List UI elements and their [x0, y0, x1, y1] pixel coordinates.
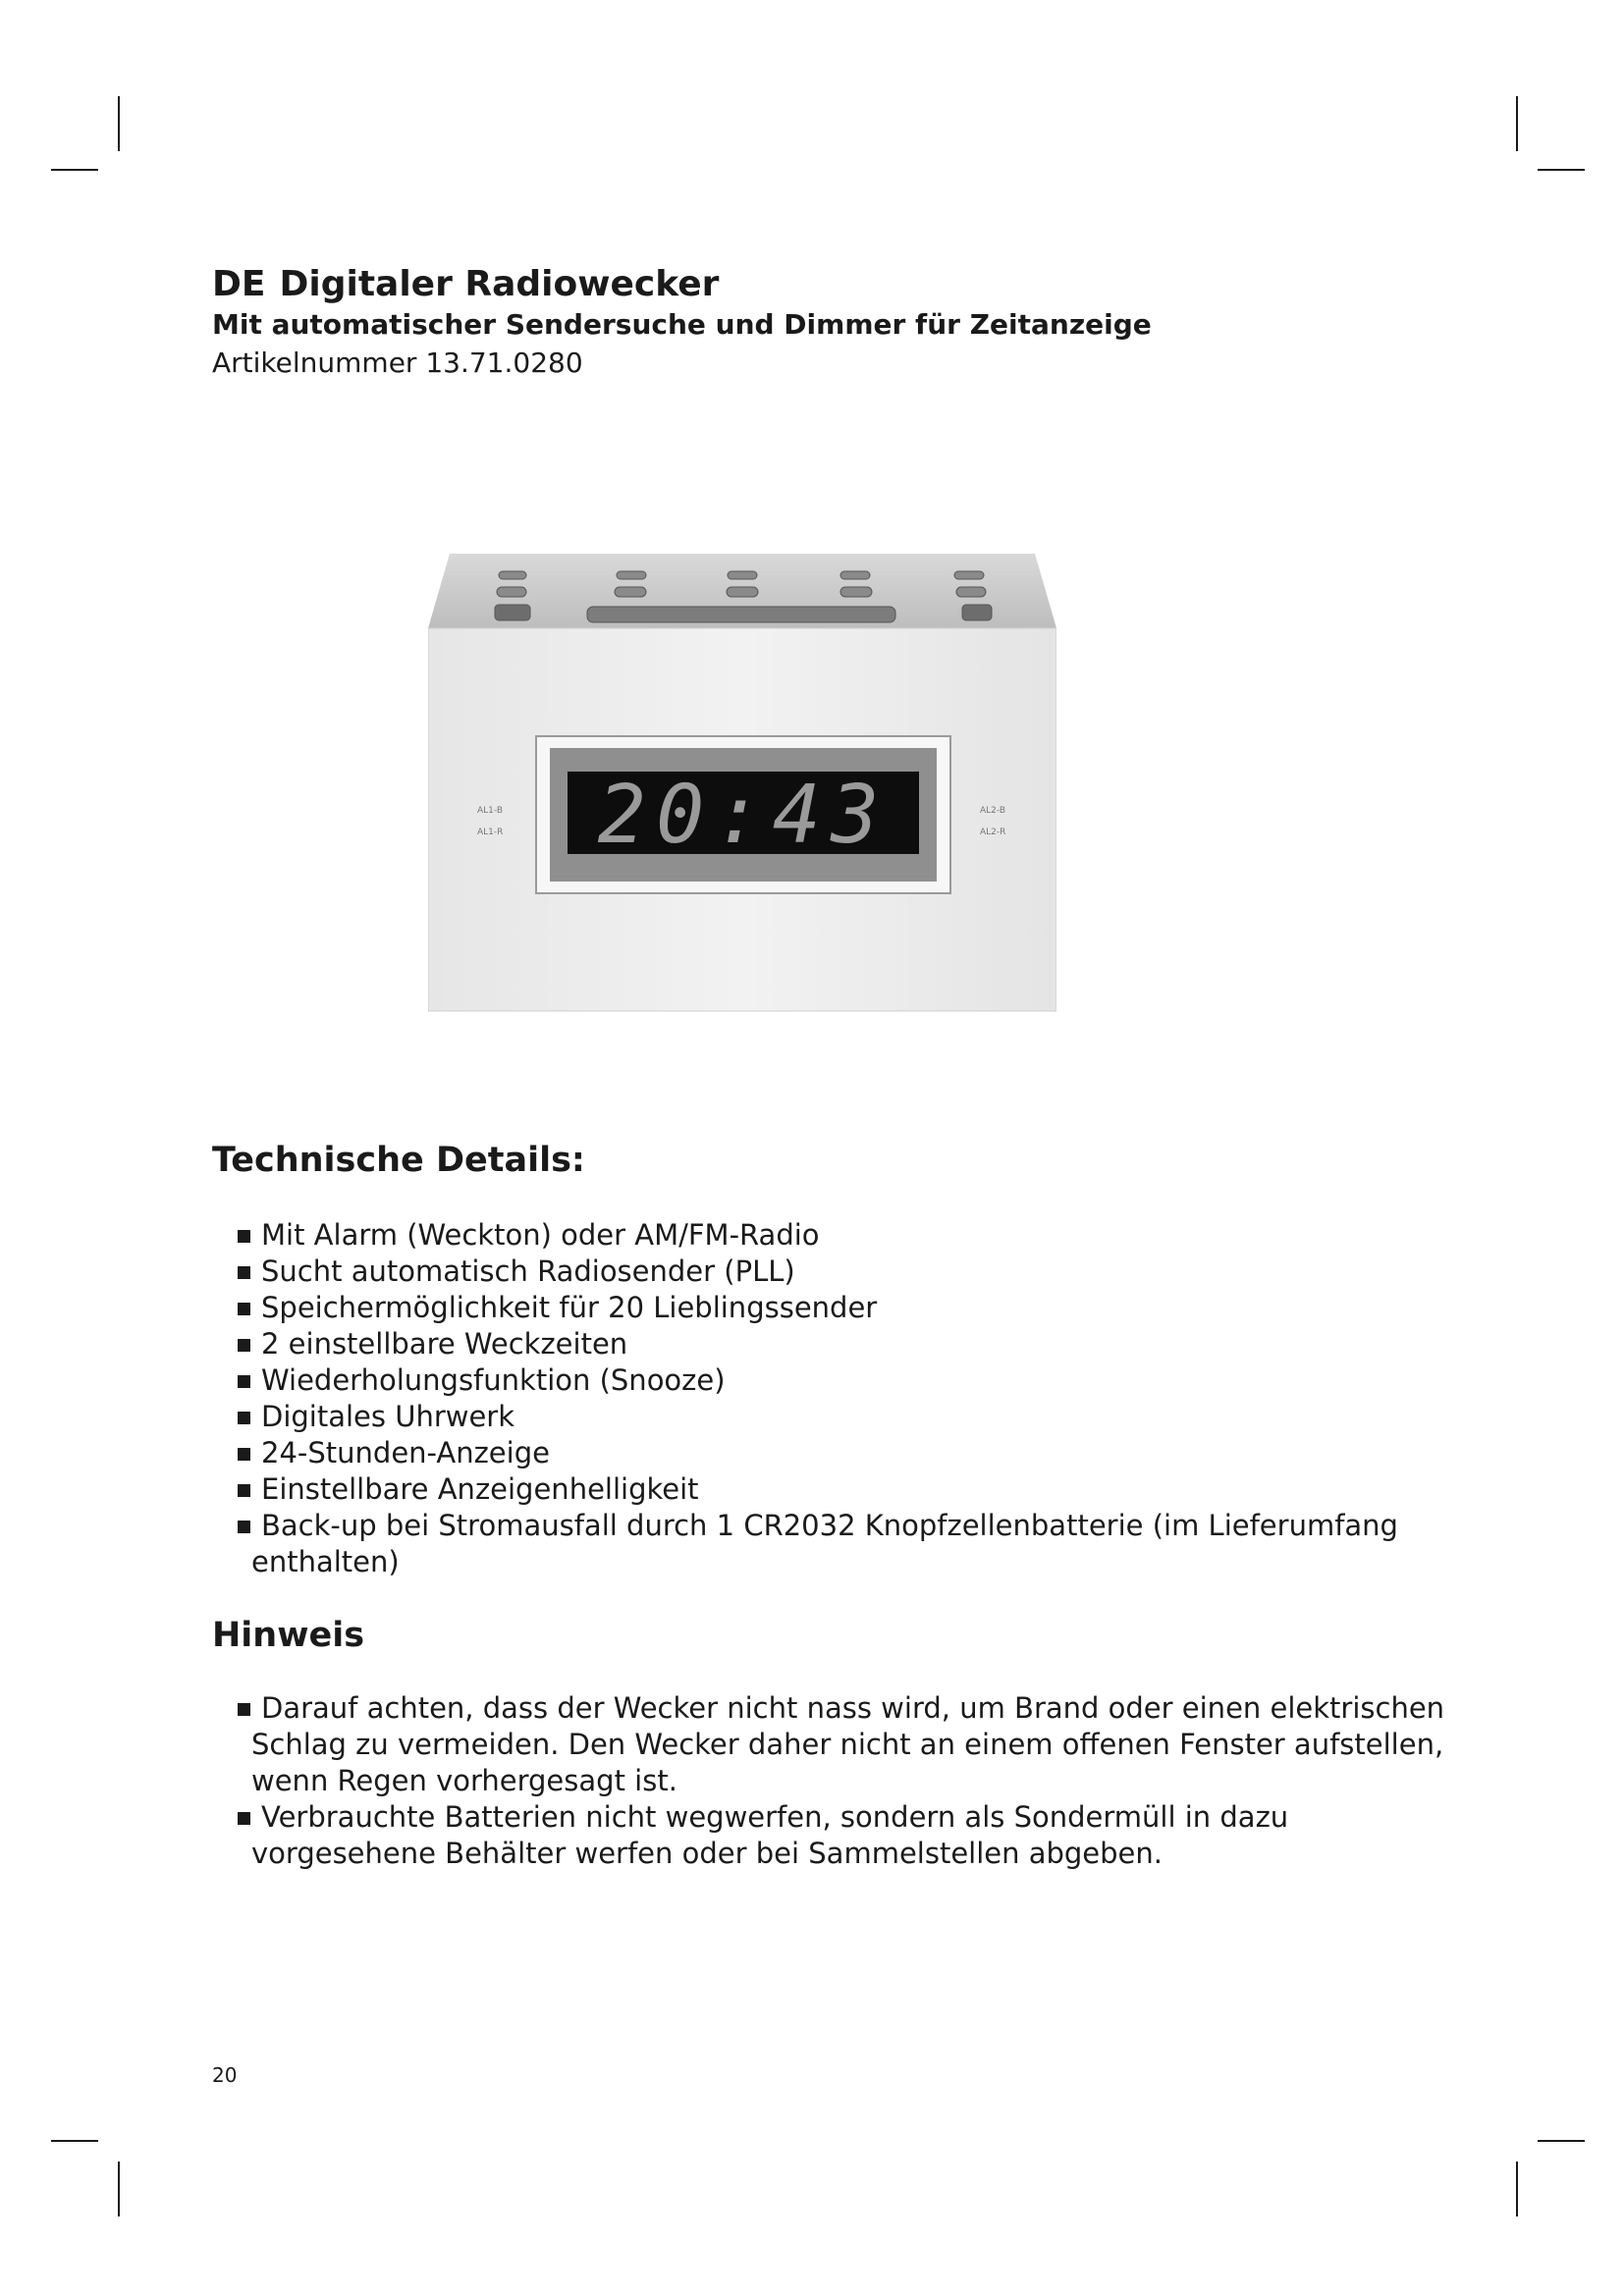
page-title: [212, 263, 1152, 306]
product-name: Digitaler Radiowecker: [279, 264, 720, 304]
list-item: Speichermöglichkeit für 20 Lieblingssender: [238, 1290, 1398, 1326]
bullet-icon: [238, 1812, 250, 1825]
tech-details-section: [212, 1139, 585, 1182]
language-code: DE: [212, 264, 266, 304]
page-subtitle: Mit automatischer Sendersuche und Dimmer für Zeitanzeige: [212, 308, 1152, 341]
list-item-continuation: Schlag zu vermeiden. Den Wecker daher nicht an einem offenen Fenster aufstellen,: [251, 1728, 1444, 1761]
list-item: Einstellbare Anzeigenhelligkeit: [238, 1471, 1398, 1508]
alarm2-buzzer-label: AL2-B: [980, 806, 1005, 816]
crop-mark: [1538, 2140, 1585, 2142]
list-item: Darauf achten, dass der Wecker nicht nass wird, um Brand oder einen elektrischen: [238, 1690, 1444, 1727]
list-item: 24-Stunden-Anzeige: [238, 1435, 1398, 1471]
alarm1-buzzer-label: AL1-B: [477, 806, 503, 816]
list-item: Back-up bei Stromausfall durch 1 CR2032 Knopfzellenbatterie (im Lieferumfang: [238, 1508, 1398, 1544]
tech-details-list: [238, 1217, 1398, 1580]
hinweis-list: [238, 1690, 1444, 1872]
hinweis-heading: Hinweis: [212, 1616, 365, 1655]
bullet-icon: [238, 1484, 250, 1497]
list-item: 2 einstellbare Weckzeiten: [238, 1326, 1398, 1362]
display-time: 20:43: [597, 769, 890, 862]
article-number: Artikelnummer 13.71.0280: [212, 347, 583, 379]
list-item: Mit Alarm (Weckton) oder AM/FM-Radio: [238, 1217, 1398, 1254]
list-item-continuation: wenn Regen vorhergesagt ist.: [251, 1764, 677, 1797]
crop-mark: [118, 96, 120, 151]
bullet-icon: [238, 1703, 250, 1716]
list-item: Wiederholungsfunktion (Snooze): [238, 1362, 1398, 1399]
crop-mark: [51, 2140, 98, 2142]
crop-mark: [1538, 169, 1585, 171]
bullet-icon: [238, 1303, 250, 1315]
bullet-icon: [238, 1375, 250, 1388]
list-item-continuation: vorgesehene Behälter werfen oder bei Sammelstellen abgeben.: [251, 1837, 1163, 1870]
list-item: Verbrauchte Batterien nicht wegwerfen, sondern als Sondermüll in dazu: [238, 1799, 1444, 1836]
page-number: 20: [212, 2063, 238, 2087]
crop-mark: [1516, 2162, 1518, 2216]
tech-details-heading: Technische Details:: [212, 1141, 585, 1180]
crop-mark: [118, 2162, 120, 2216]
crop-mark: [1516, 96, 1518, 151]
hinweis-section: [212, 1614, 364, 1657]
alarm1-radio-label: AL1-R: [477, 828, 504, 837]
list-item-continuation: enthalten): [251, 1545, 400, 1578]
product-photo: [428, 550, 1056, 1021]
bullet-icon: [238, 1448, 250, 1461]
bullet-icon: [238, 1339, 250, 1352]
bullet-icon: [238, 1266, 250, 1279]
bullet-icon: [238, 1230, 250, 1243]
bullet-icon: [238, 1412, 250, 1424]
list-item: Sucht automatisch Radiosender (PLL): [238, 1254, 1398, 1290]
alarm2-radio-label: AL2-R: [980, 828, 1006, 837]
bullet-icon: [238, 1521, 250, 1533]
document-header: [212, 263, 1152, 383]
crop-mark: [51, 169, 98, 171]
list-item: Digitales Uhrwerk: [238, 1399, 1398, 1435]
